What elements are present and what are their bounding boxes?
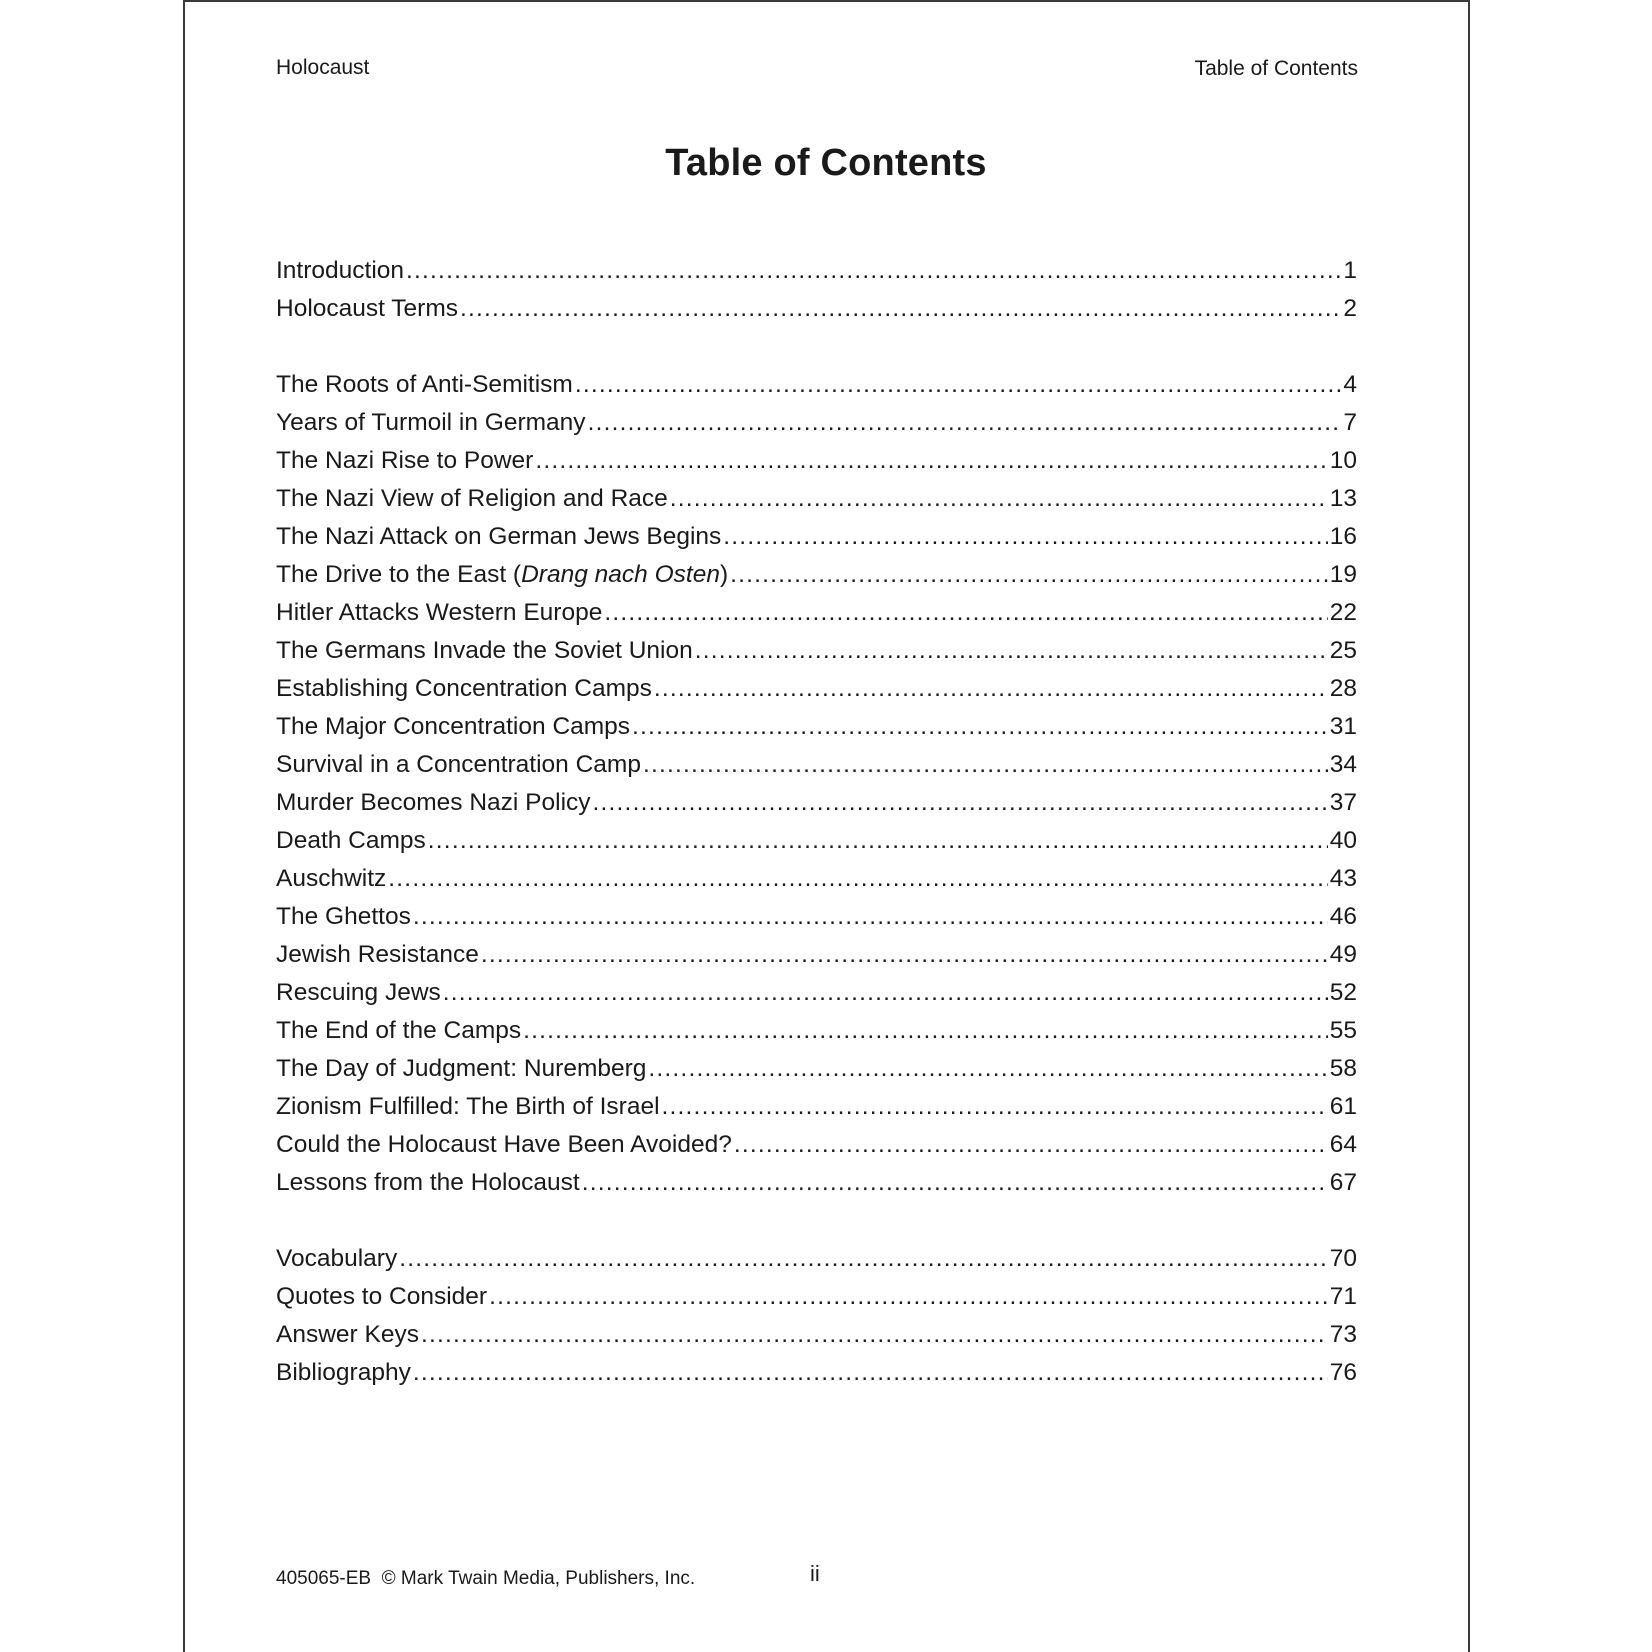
running-header-right: Table of Contents (1194, 57, 1358, 80)
toc-group-chapters (276, 366, 1357, 1202)
toc-entry-title: The Major Concentration Camps (276, 713, 631, 740)
toc-entry (276, 1126, 1357, 1164)
toc-entry-page: 22 (1329, 599, 1357, 626)
toc-entry (276, 442, 1357, 480)
toc-group-back-matter (276, 1240, 1357, 1392)
toc-leader-dots (406, 252, 1341, 290)
toc-leader-dots (481, 936, 1328, 974)
footer-page-number: ii (810, 1561, 820, 1586)
toc-entry (276, 1316, 1357, 1354)
toc-leader-dots (632, 708, 1328, 746)
toc-entry-title: Bibliography (276, 1359, 411, 1386)
toc-entry-title: Murder Becomes Nazi Policy (276, 789, 591, 816)
toc-entry-title: Establishing Concentration Camps (276, 675, 652, 702)
page-title: Table of Contents (665, 142, 987, 184)
toc-entry-title: Auschwitz (276, 865, 387, 892)
toc-leader-dots (654, 670, 1328, 708)
toc-entry-page: 52 (1329, 979, 1357, 1006)
toc-leader-dots (648, 1050, 1327, 1088)
toc-entry (276, 290, 1357, 328)
toc-entry-page: 61 (1329, 1093, 1357, 1120)
toc-entry-page: 34 (1329, 751, 1357, 778)
toc-entry (276, 1050, 1357, 1088)
toc-leader-dots (388, 860, 1327, 898)
toc-leader-dots (588, 404, 1342, 442)
toc-entry-title: Zionism Fulfilled: The Birth of Israel (276, 1093, 660, 1120)
toc-entry-title: Death Camps (276, 827, 426, 854)
toc-entry-page: 37 (1329, 789, 1357, 816)
toc-leader-dots (730, 556, 1328, 594)
toc-leader-dots (582, 1164, 1328, 1202)
toc-entry-page: 43 (1329, 865, 1357, 892)
toc-entry-page: 28 (1329, 675, 1357, 702)
toc-leader-dots (460, 290, 1341, 328)
toc-entry-title: Holocaust Terms (276, 295, 459, 322)
toc-entry (276, 898, 1357, 936)
toc-entry (276, 404, 1357, 442)
toc-entry-page: 49 (1329, 941, 1357, 968)
toc-entry-page: 70 (1329, 1245, 1357, 1272)
toc-entry-title: Lessons from the Holocaust (276, 1169, 580, 1196)
toc-leader-dots (413, 898, 1328, 936)
toc-entry-title: The Nazi Attack on German Jews Begins (276, 523, 722, 550)
toc-entry-title: The Nazi Rise to Power (276, 447, 534, 474)
toc-entry-page: 71 (1329, 1283, 1357, 1310)
toc-entry-title: Hitler Attacks Western Europe (276, 599, 603, 626)
toc-entry-page: 46 (1329, 903, 1357, 930)
toc-entry (276, 974, 1357, 1012)
toc-entry-page: 55 (1329, 1017, 1357, 1044)
toc-entry (276, 556, 1357, 594)
toc-group-front-matter (276, 252, 1357, 328)
toc-entry-page: 40 (1329, 827, 1357, 854)
toc-entry-page: 4 (1343, 371, 1357, 398)
toc-entry-title: Years of Turmoil in Germany (276, 409, 586, 436)
toc-entry-title (276, 556, 728, 594)
toc-leader-dots (523, 1012, 1328, 1050)
toc-entry-page: 16 (1329, 523, 1357, 550)
toc-entry (276, 860, 1357, 898)
toc-leader-dots (428, 822, 1328, 860)
toc-entry-page: 13 (1329, 485, 1357, 512)
toc-entry (276, 746, 1357, 784)
toc-entry (276, 1012, 1357, 1050)
toc-entry (276, 632, 1357, 670)
running-header-left: Holocaust (276, 56, 370, 79)
toc-entry (276, 1088, 1357, 1126)
toc-entry-page: 73 (1329, 1321, 1357, 1348)
toc-leader-dots (489, 1278, 1328, 1316)
toc-entry-page: 2 (1343, 295, 1357, 322)
toc-entry (276, 366, 1357, 404)
toc-entry-title-part: The Drive to the East ( (276, 561, 522, 588)
toc-leader-dots (604, 594, 1327, 632)
toc-entry (276, 936, 1357, 974)
toc-entry-title: The Nazi View of Religion and Race (276, 485, 668, 512)
toc-entry-title: The Germans Invade the Soviet Union (276, 637, 693, 664)
toc-entry-title: Jewish Resistance (276, 941, 479, 968)
toc-entry-title-italic: Drang nach Osten (521, 561, 720, 588)
toc-entry-title: The Ghettos (276, 903, 411, 930)
footer-publisher-code: 405065-EB © Mark Twain Media, Publishers, Inc. (276, 1568, 696, 1589)
toc-entry (276, 1240, 1357, 1278)
toc-leader-dots (723, 518, 1327, 556)
toc-entry-page: 64 (1329, 1131, 1357, 1158)
toc-leader-dots (662, 1088, 1328, 1126)
toc-entry-title: The End of the Camps (276, 1017, 522, 1044)
toc-leader-dots (734, 1126, 1328, 1164)
toc-entry (276, 784, 1357, 822)
toc-entry-title: Rescuing Jews (276, 979, 441, 1006)
toc-entry (276, 594, 1357, 632)
toc-entry-title-part: ) (719, 561, 729, 588)
toc-entry-page: 58 (1329, 1055, 1357, 1082)
toc-entry-page: 1 (1343, 257, 1357, 284)
table-of-contents (276, 252, 1357, 1392)
toc-entry-title: The Day of Judgment: Nuremberg (276, 1055, 647, 1082)
toc-entry-page: 76 (1329, 1359, 1357, 1386)
toc-leader-dots (443, 974, 1328, 1012)
toc-entry-title: Survival in a Concentration Camp (276, 751, 641, 778)
toc-entry (276, 252, 1357, 290)
toc-entry-title: Answer Keys (276, 1321, 419, 1348)
toc-entry-page: 19 (1329, 561, 1357, 588)
toc-leader-dots (670, 480, 1328, 518)
toc-entry (276, 1164, 1357, 1202)
toc-entry-title: Could the Holocaust Have Been Avoided? (276, 1131, 732, 1158)
toc-entry-title: Vocabulary (276, 1245, 398, 1272)
toc-entry (276, 518, 1357, 556)
toc-leader-dots (593, 784, 1328, 822)
toc-entry-page: 67 (1329, 1169, 1357, 1196)
toc-entry-title: Introduction (276, 257, 405, 284)
toc-entry-page: 7 (1343, 409, 1357, 436)
toc-leader-dots (413, 1354, 1328, 1392)
toc-leader-dots (575, 366, 1342, 404)
toc-entry-page: 25 (1329, 637, 1357, 664)
toc-entry (276, 670, 1357, 708)
toc-leader-dots (535, 442, 1327, 480)
toc-leader-dots (421, 1316, 1328, 1354)
toc-entry (276, 1354, 1357, 1392)
toc-leader-dots (695, 632, 1328, 670)
toc-entry (276, 480, 1357, 518)
toc-leader-dots (399, 1240, 1328, 1278)
toc-entry-page: 31 (1329, 713, 1357, 740)
toc-entry (276, 822, 1357, 860)
toc-entry (276, 708, 1357, 746)
toc-entry-page: 10 (1329, 447, 1357, 474)
toc-entry-title: Quotes to Consider (276, 1283, 488, 1310)
toc-leader-dots (643, 746, 1328, 784)
toc-entry-title: The Roots of Anti-Semitism (276, 371, 573, 398)
toc-entry (276, 1278, 1357, 1316)
